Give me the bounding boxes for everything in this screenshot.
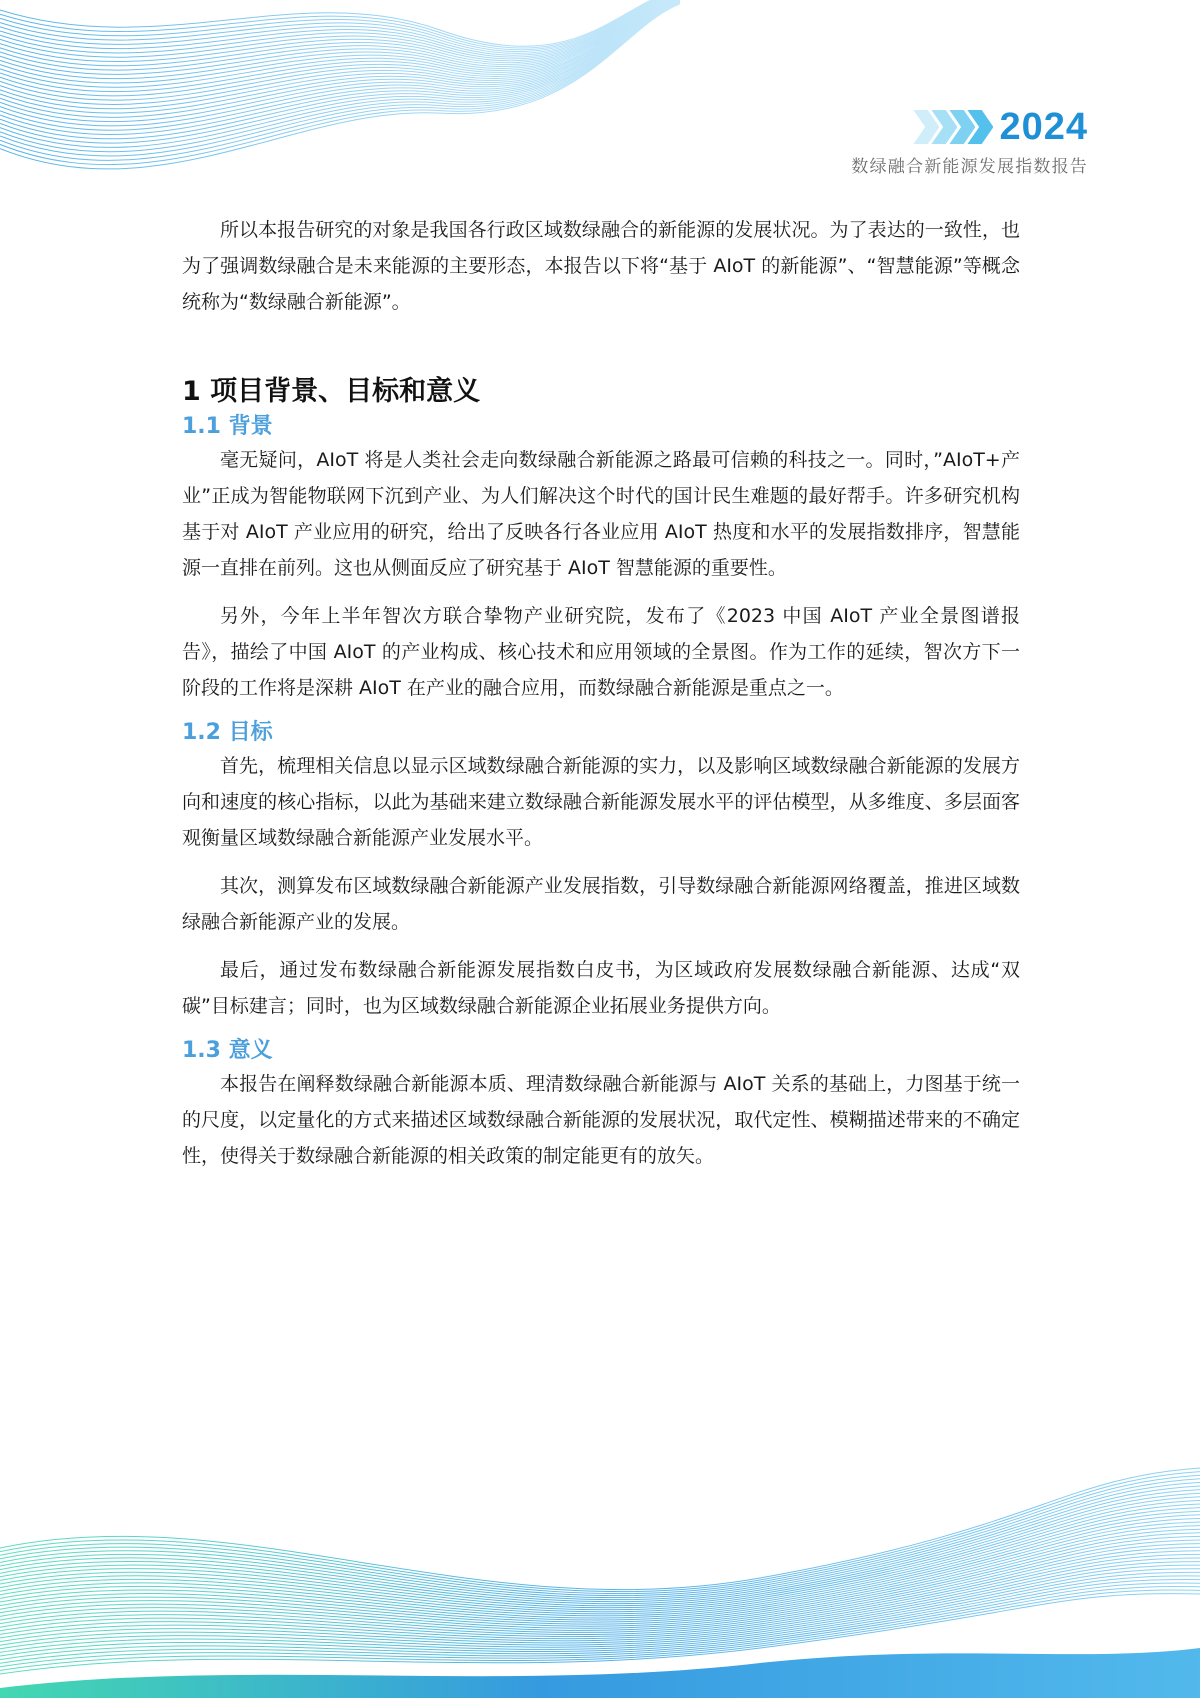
subsection-title-goals: 1.2 目标 — [182, 720, 273, 745]
goals-paragraph: 首先，梳理相关信息以显示区域数绿融合新能源的实力，以及影响区域数绿融合新能源的发展方向和速度的核心指标，以此为基础来建立数绿融合新能源发展水平的评估模型，从多维度、多层面客观衡量区域数绿融合新能源产业发展水平。 — [182, 755, 1020, 849]
significance-paragraph: 本报告在阐释数绿融合新能源本质、理清数绿融合新能源与 AIoT 关系的基础上，力图基于统一的尺度，以定量化的方式来描述区域数绿融合新能源的发展状况，取代定性、模糊描述带来的不确定性，使得关于数绿融合新能源的相关政策的制定能更有的放矢。 — [182, 1073, 1020, 1167]
report-year: 2024 — [999, 106, 1088, 148]
bottom-wave-decoration — [0, 1458, 1200, 1698]
background-paragraph: 毫无疑问，AIoT 将是人类社会走向数绿融合新能源之路最可信赖的科技之一。同时，”AIoT+产业”正成为智能物联网下沉到产业、为人们解决这个时代的国计民生难题的最好帮手。许多研究机构基于对 AIoT 产业应用的研究，给出了反映各行各业应用 AIoT 热度和水平的发展指数排序，智慧能源一直排在前列。这也从侧面反应了研究基于 AIoT 智慧能源的重要性。 — [182, 449, 1020, 579]
subsection-title-significance: 1.3 意义 — [182, 1038, 273, 1063]
year-row — [851, 108, 1088, 146]
chevron-arrows-icon — [913, 110, 993, 144]
top-wave-decoration — [0, 0, 680, 190]
page-content — [182, 212, 1020, 1186]
intro-paragraph: 所以本报告研究的对象是我国各行政区域数绿融合的新能源的发展状况。为了表达的一致性，也为了强调数绿融合是未来能源的主要形态，本报告以下将“基于 AIoT 的新能源”、“智慧能源”等概念统称为“数绿融合新能源”。 — [182, 219, 1020, 313]
report-header — [851, 108, 1088, 177]
section-title: 1 项目背景、目标和意义 — [182, 376, 481, 407]
goals-paragraph: 其次，测算发布区域数绿融合新能源产业发展指数，引导数绿融合新能源网络覆盖，推进区域数绿融合新能源产业的发展。 — [182, 875, 1020, 933]
goals-paragraph: 最后，通过发布数绿融合新能源发展指数白皮书，为区域政府发展数绿融合新能源、达成“双碳”目标建言；同时，也为区域数绿融合新能源企业拓展业务提供方向。 — [182, 959, 1020, 1017]
background-paragraph: 另外，今年上半年智次方联合挚物产业研究院，发布了《2023 中国 AIoT 产业全景图谱报告》，描绘了中国 AIoT 的产业构成、核心技术和应用领域的全景图。作为工作的延续，智次方下一阶段的工作将是深耕 AIoT 在产业的融合应用，而数绿融合新能源是重点之一。 — [182, 605, 1020, 699]
subsection-title-background: 1.1 背景 — [182, 414, 273, 439]
report-subtitle: 数绿融合新能源发展指数报告 — [851, 157, 1088, 177]
